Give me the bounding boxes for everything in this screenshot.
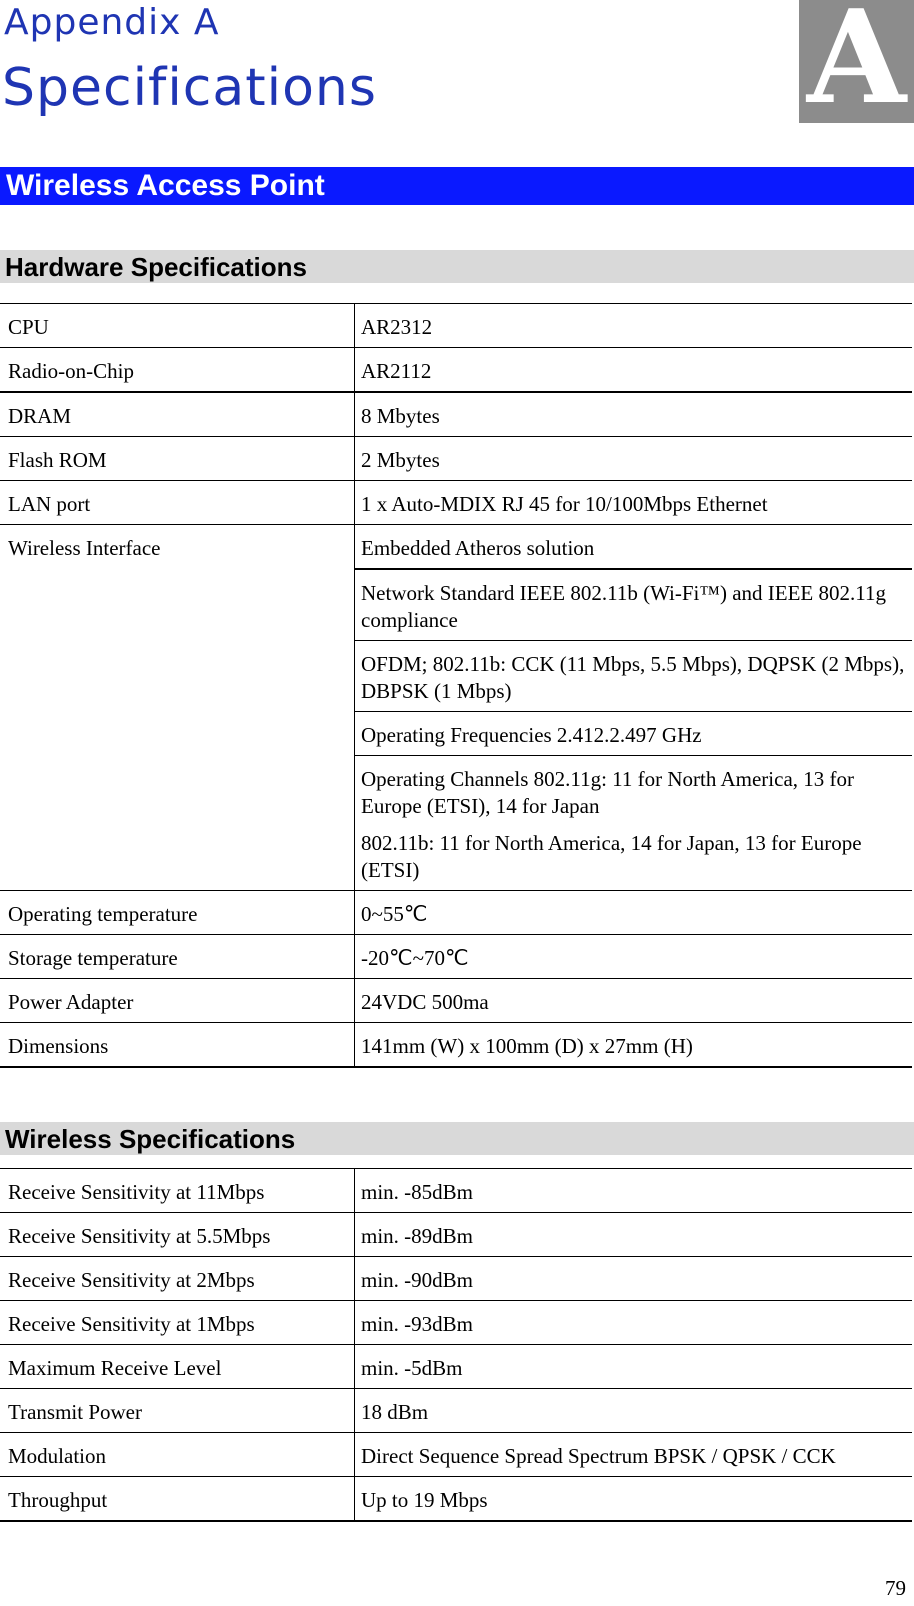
- spec-value: min. -90dBm: [355, 1257, 913, 1301]
- appendix-label: Appendix A: [4, 2, 220, 43]
- section-title: Wireless Access Point: [6, 169, 325, 202]
- spec-key: DRAM: [0, 392, 355, 437]
- table-row: [0, 891, 912, 935]
- spec-key: Dimensions: [0, 1023, 355, 1068]
- appendix-badge: [799, 0, 914, 133]
- spec-key: CPU: [0, 304, 355, 348]
- spec-key: Receive Sensitivity at 2Mbps: [0, 1257, 355, 1301]
- spec-key: Receive Sensitivity at 11Mbps: [0, 1169, 355, 1213]
- hardware-heading: [0, 250, 914, 283]
- spec-value: 8 Mbytes: [355, 392, 913, 437]
- table-row: [0, 1389, 912, 1433]
- spec-value: Network Standard IEEE 802.11b (Wi-Fi™) and IEEE 802.11g compliance: [355, 569, 913, 641]
- spec-value: [355, 756, 913, 891]
- spec-value: Embedded Atheros solution: [355, 525, 913, 570]
- wireless-heading-text: Wireless Specifications: [5, 1124, 296, 1154]
- table-row: [0, 1169, 912, 1213]
- spec-key: Storage temperature: [0, 935, 355, 979]
- spec-value: Up to 19 Mbps: [355, 1477, 913, 1522]
- spec-value: min. -93dBm: [355, 1301, 913, 1345]
- table-row: [0, 1433, 912, 1477]
- table-row: [0, 1257, 912, 1301]
- spec-key: LAN port: [0, 481, 355, 525]
- appendix-badge-letter: A: [806, 0, 907, 133]
- table-row: [0, 348, 912, 393]
- spec-value: OFDM; 802.11b: CCK (11 Mbps, 5.5 Mbps), DQPSK (2 Mbps), DBPSK (1 Mbps): [355, 641, 913, 712]
- spec-value-line: 802.11b: 11 for North America, 14 for Japan, 13 for Europe (ETSI): [361, 831, 862, 882]
- hardware-table: [0, 303, 912, 1068]
- table-row: [0, 304, 912, 348]
- table-row: [0, 1301, 912, 1345]
- spec-value: min. -89dBm: [355, 1213, 913, 1257]
- page-number: 79: [885, 1576, 906, 1600]
- spec-key: Maximum Receive Level: [0, 1345, 355, 1389]
- spec-value-line: Operating Channels 802.11g: 11 for North America, 13 for Europe (ETSI), 14 for Japan: [361, 767, 854, 818]
- table-row: [0, 1345, 912, 1389]
- table-row: [0, 481, 912, 525]
- spec-value: min. -5dBm: [355, 1345, 913, 1389]
- spec-key: Throughput: [0, 1477, 355, 1522]
- spec-value: min. -85dBm: [355, 1169, 913, 1213]
- wireless-table: [0, 1168, 912, 1522]
- spec-value: 1 x Auto-MDIX RJ 45 for 10/100Mbps Ethernet: [355, 481, 913, 525]
- spec-key: Flash ROM: [0, 437, 355, 481]
- table-row: [0, 392, 912, 437]
- table-row-wireless-interface: [0, 525, 912, 570]
- spec-value: Operating Frequencies 2.412.2.497 GHz: [355, 712, 913, 756]
- spec-key: Receive Sensitivity at 5.5Mbps: [0, 1213, 355, 1257]
- spec-key: Modulation: [0, 1433, 355, 1477]
- spec-value: 0~55℃: [355, 891, 913, 935]
- spec-key: Receive Sensitivity at 1Mbps: [0, 1301, 355, 1345]
- spec-key: Power Adapter: [0, 979, 355, 1023]
- spec-value: 141mm (W) x 100mm (D) x 27mm (H): [355, 1023, 913, 1068]
- hardware-heading-text: Hardware Specifications: [5, 252, 307, 282]
- wireless-heading: [0, 1122, 914, 1155]
- spec-value: 18 dBm: [355, 1389, 913, 1433]
- table-row: [0, 935, 912, 979]
- spec-value: 2 Mbytes: [355, 437, 913, 481]
- table-row: [0, 1213, 912, 1257]
- spec-value: AR2312: [355, 304, 913, 348]
- section-bar: [0, 167, 914, 205]
- table-row: [0, 1477, 912, 1522]
- spec-key: Operating temperature: [0, 891, 355, 935]
- table-row: [0, 437, 912, 481]
- spec-value: AR2112: [355, 348, 913, 393]
- table-row: [0, 979, 912, 1023]
- page-title: Specifications: [2, 58, 377, 118]
- spec-key: Wireless Interface: [0, 525, 355, 891]
- table-row: [0, 1023, 912, 1068]
- spec-key: Radio-on-Chip: [0, 348, 355, 393]
- spec-value: Direct Sequence Spread Spectrum BPSK / QPSK / CCK: [355, 1433, 913, 1477]
- spec-key: Transmit Power: [0, 1389, 355, 1433]
- spec-value: -20℃~70℃: [355, 935, 913, 979]
- spec-value: 24VDC 500ma: [355, 979, 913, 1023]
